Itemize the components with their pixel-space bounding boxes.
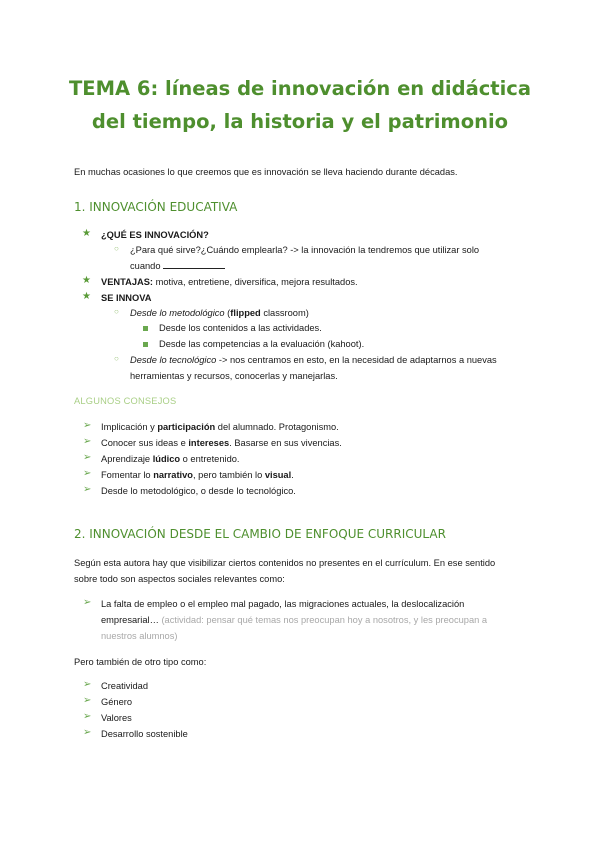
otro-tipo-line: Pero también de otro tipo como: (74, 657, 207, 667)
question-label: ¿QUÉ ES INNOVACIÓN? (101, 230, 209, 240)
q-sub-line2: cuando (130, 261, 161, 271)
intro-paragraph: En muchas ocasiones lo que creemos que es innovación se lleva haciendo durante décadas. (74, 167, 458, 177)
tecno-text-1: -> nos centramos en esto, en la necesidad de adaptarnos a nuevas (216, 355, 497, 365)
arrow-bullet-icon: ➢ (83, 436, 92, 447)
activity-note-end: nuestros alumnos) (101, 631, 178, 641)
section1-heading: 1. INNOVACIÓN EDUCATIVA (74, 200, 238, 214)
consejo-1-post: del alumnado. Protagonismo. (215, 422, 339, 432)
arrow-bullet-icon: ➢ (83, 468, 92, 479)
metod-item-2: Desde las competencias a la evaluación (kahoot). (159, 339, 365, 349)
star-icon: ★ (82, 291, 91, 302)
metod-item-1: Desde los contenidos a las actividades. (159, 323, 322, 333)
list-item-creatividad: Creatividad (101, 681, 149, 691)
list-item-valores: Valores (101, 713, 132, 723)
consejo-2-pre: Conocer sus ideas e (101, 438, 189, 448)
ventajas-text: motiva, entretiene, diversifica, mejora resultados. (153, 277, 358, 287)
tecno-text-2: herramientas y recursos, conocerlas y manejarlas. (130, 371, 338, 381)
activity-note: (actividad: pensar qué temas nos preocupan hoy a nosotros, y les preocupan a (158, 615, 488, 625)
arrow-bullet-icon: ➢ (83, 711, 92, 722)
section2-heading: 2. INNOVACIÓN DESDE EL CAMBIO DE ENFOQUE CURRICULAR (74, 527, 446, 541)
title-line-1: TEMA 6: líneas de innovación en didáctica (68, 77, 532, 100)
document-title (0, 72, 600, 138)
list-item-desarrollo: Desarrollo sostenible (101, 729, 188, 739)
square-bullet-icon (143, 326, 148, 331)
arrow-bullet-icon: ➢ (83, 727, 92, 738)
metodologico-label: Desde lo metodológico (130, 308, 225, 318)
consejo-3-pre: Aprendizaje (101, 454, 153, 464)
title-line-2: del tiempo, la historia y el patrimonio (91, 110, 509, 133)
consejo-4-bold2: visual (264, 470, 292, 480)
consejo-2 (101, 435, 342, 451)
consejo-2-post: . Basarse en sus vivencias. (229, 438, 342, 448)
fill-in-blank (163, 260, 225, 269)
consejo-4-end: . (291, 470, 294, 480)
q-sub-line1: ¿Para qué sirve?¿Cuándo emplearla? -> la innovación la tendremos que utilizar solo (130, 245, 480, 255)
consejo-3 (101, 451, 240, 467)
star-icon: ★ (82, 228, 91, 239)
circle-bullet-icon: ○ (114, 307, 119, 316)
metod-text-c: classroom) (260, 308, 309, 318)
consejo-3-bold: lúdico (152, 454, 181, 464)
consejo-2-bold: intereses (188, 438, 230, 448)
arrow-bullet-icon: ➢ (83, 484, 92, 495)
circle-bullet-icon: ○ (114, 354, 119, 363)
ventajas-label: VENTAJAS: (101, 277, 153, 287)
se-innova-label: SE INNOVA (101, 293, 152, 303)
arrow-bullet-icon: ➢ (83, 597, 92, 608)
consejo-4-pre: Fomentar lo (101, 470, 154, 480)
consejo-1-bold: participación (157, 422, 216, 432)
flipped-word: flipped (230, 308, 261, 318)
consejos-heading: ALGUNOS CONSEJOS (74, 396, 177, 406)
tecnologico-label: Desde lo tecnológico (130, 355, 217, 365)
star-icon: ★ (82, 275, 91, 286)
consejo-4-post: , pero también lo (192, 470, 265, 480)
section2-bullet-line2: empresarial… (101, 615, 159, 625)
square-bullet-icon (143, 342, 148, 347)
arrow-bullet-icon: ➢ (83, 452, 92, 463)
section2-para-line1: Según esta autora hay que visibilizar ciertos contenidos no presentes en el currículum. En ese sentido (74, 558, 496, 568)
metod-text-a: ( (224, 308, 231, 318)
section2-bullet-line1: La falta de empleo o el empleo mal pagado, las migraciones actuales, la deslocalización (101, 599, 465, 609)
arrow-bullet-icon: ➢ (83, 420, 92, 431)
arrow-bullet-icon: ➢ (83, 695, 92, 706)
consejo-5: Desde lo metodológico, o desde lo tecnológico. (101, 486, 296, 496)
circle-bullet-icon: ○ (114, 244, 119, 253)
consejo-4 (101, 467, 294, 483)
section2-para-line2: sobre todo son aspectos sociales relevantes como: (74, 574, 285, 584)
consejo-1-pre: Implicación y (101, 422, 158, 432)
consejo-4-bold: narrativo (153, 470, 193, 480)
arrow-bullet-icon: ➢ (83, 679, 92, 690)
consejo-3-post: o entretenido. (180, 454, 240, 464)
consejo-1 (101, 419, 339, 435)
list-item-genero: Género (101, 697, 133, 707)
